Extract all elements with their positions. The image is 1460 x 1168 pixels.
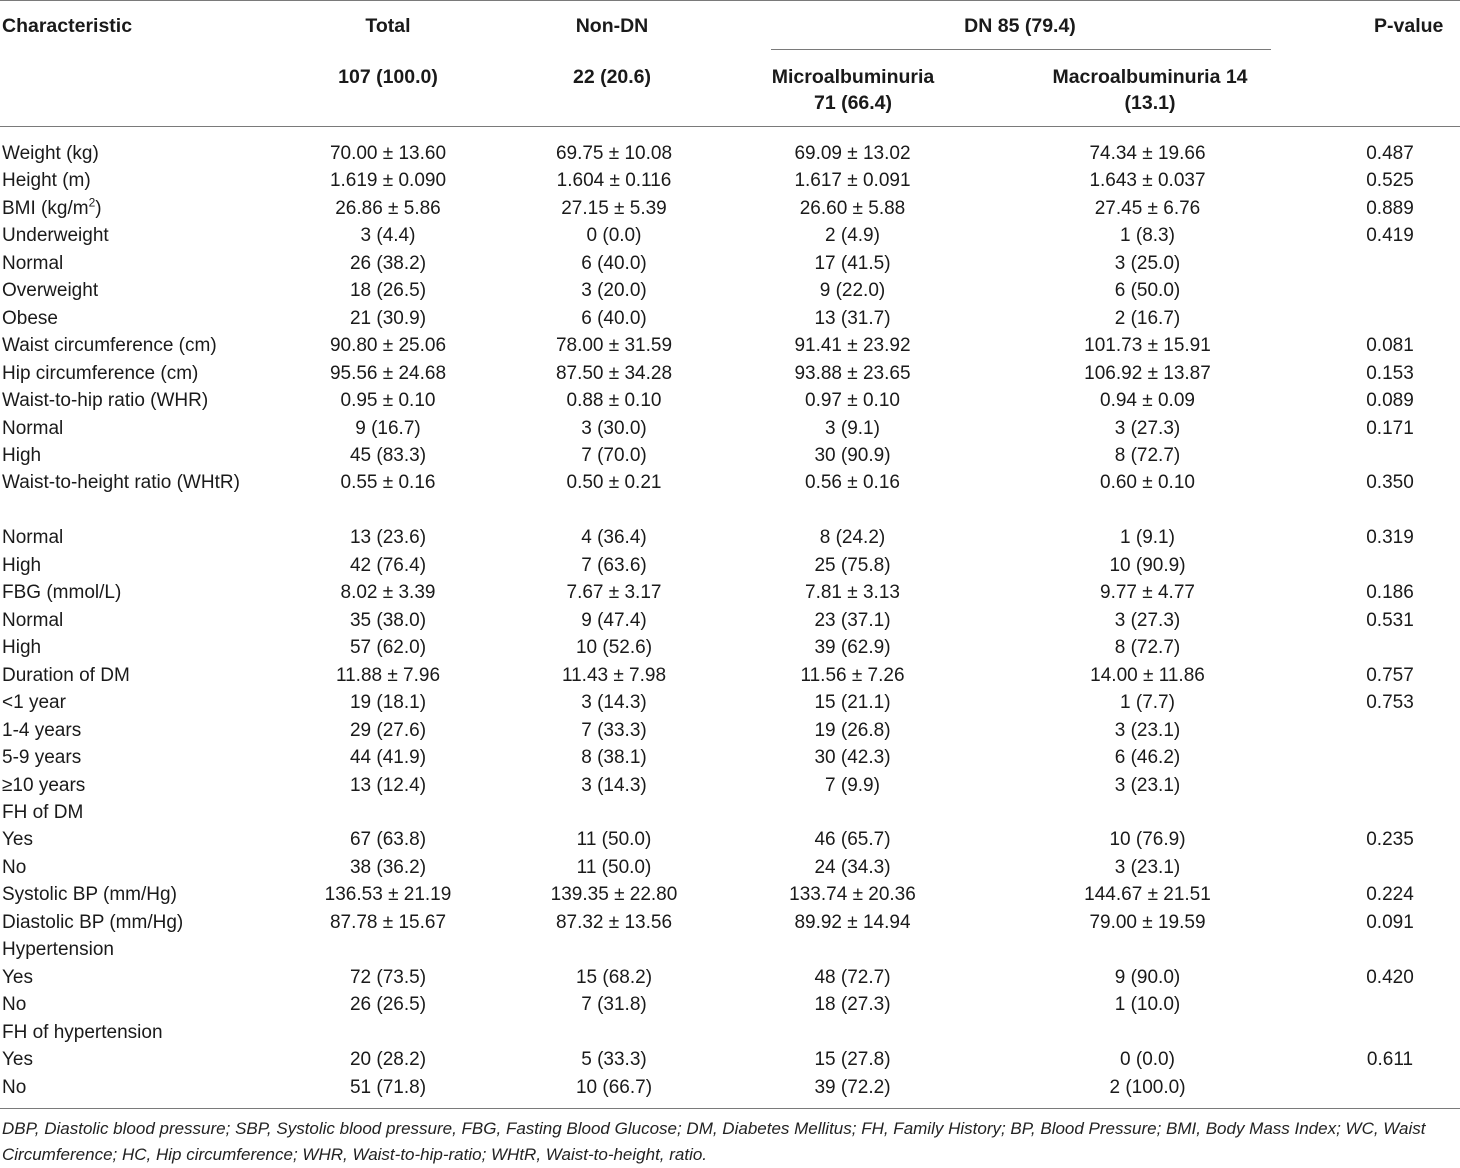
cell-pvalue: 0.081 <box>1366 335 1414 357</box>
table-row <box>0 607 1460 634</box>
cell-microalbuminuria: 93.88 ± 23.65 <box>794 362 911 384</box>
table-row <box>0 662 1460 689</box>
cell-non-dn: 11.43 ± 7.98 <box>561 664 667 686</box>
cell-non-dn: 3 (14.3) <box>581 774 647 796</box>
cell-macroalbuminuria: 3 (27.3) <box>1114 417 1181 439</box>
row-label: Systolic BP (mm/Hg) <box>2 884 177 906</box>
table-row <box>0 387 1460 414</box>
table-row <box>0 991 1460 1018</box>
cell-total: 72 (73.5) <box>349 966 427 988</box>
table-row <box>0 250 1460 277</box>
cell-microalbuminuria: 15 (27.8) <box>814 1049 891 1071</box>
row-label: 1-4 years <box>2 719 82 741</box>
header-macro-line1: Macroalbuminuria 14 <box>1052 66 1248 88</box>
row-label: Normal <box>2 252 64 274</box>
cell-non-dn: 6 (40.0) <box>581 252 647 274</box>
row-label: Yes <box>2 966 33 988</box>
table-row <box>0 442 1460 469</box>
cell-macroalbuminuria: 1 (10.0) <box>1114 994 1181 1016</box>
cell-pvalue <box>1320 552 1460 579</box>
table-row <box>0 360 1460 387</box>
cell-total: 3 (4.4) <box>360 225 416 247</box>
cell-macroalbuminuria: 2 (100.0) <box>1109 1076 1186 1098</box>
row-label: Overweight <box>2 280 99 302</box>
cell-pvalue <box>1320 277 1460 304</box>
table-row <box>0 332 1460 359</box>
row-label: Normal <box>2 527 64 549</box>
cell-non-dn: 7 (63.6) <box>581 554 647 576</box>
cell-macroalbuminuria: 3 (27.3) <box>1114 609 1181 631</box>
cell-macroalbuminuria: 2 (16.7) <box>1114 307 1181 329</box>
cell-macroalbuminuria: 0.94 ± 0.09 <box>1100 390 1195 412</box>
cell-total: 26.86 ± 5.86 <box>335 197 441 219</box>
header-non-dn-n: 22 (20.6) <box>572 66 652 88</box>
cell-total: 26 (26.5) <box>349 994 427 1016</box>
cell-microalbuminuria: 26.60 ± 5.88 <box>799 197 906 219</box>
row-label: Height (m) <box>2 170 91 192</box>
cell-total: 13 (12.4) <box>349 774 427 796</box>
dn-group-rule <box>771 49 1271 50</box>
cell-microalbuminuria <box>730 799 975 826</box>
table-row <box>0 881 1460 908</box>
cell-microalbuminuria: 39 (62.9) <box>814 637 891 659</box>
cell-microalbuminuria: 30 (42.3) <box>814 747 891 769</box>
cell-non-dn <box>498 936 730 963</box>
cell-total: 87.78 ± 15.67 <box>329 911 447 933</box>
cell-macroalbuminuria: 10 (76.9) <box>1109 829 1186 851</box>
cell-total: 19 (18.1) <box>349 692 427 714</box>
row-label: No <box>2 994 27 1016</box>
cell-non-dn: 78.00 ± 31.59 <box>555 335 673 357</box>
cell-macroalbuminuria: 6 (46.2) <box>1114 747 1181 769</box>
cell-pvalue <box>1320 305 1460 332</box>
cell-non-dn: 69.75 ± 10.08 <box>555 143 673 164</box>
table-row <box>0 305 1460 332</box>
cell-total: 20 (28.2) <box>349 1049 427 1071</box>
cell-non-dn: 3 (20.0) <box>581 280 647 302</box>
cell-pvalue: 0.091 <box>1366 911 1414 933</box>
cell-total: 8.02 ± 3.39 <box>340 582 436 604</box>
cell-pvalue <box>1320 1074 1460 1101</box>
row-label: Hip circumference (cm) <box>2 362 199 384</box>
table-row <box>0 1074 1460 1101</box>
cell-pvalue: 0.753 <box>1366 692 1414 714</box>
cell-macroalbuminuria: 27.45 ± 6.76 <box>1094 197 1201 219</box>
cell-non-dn: 10 (66.7) <box>575 1076 653 1098</box>
cell-non-dn: 7.67 ± 3.17 <box>566 582 662 604</box>
cell-microalbuminuria: 8 (24.2) <box>819 527 886 549</box>
cell-pvalue <box>1320 634 1460 661</box>
row-label: Diastolic BP (mm/Hg) <box>2 911 184 933</box>
row-label: Waist circumference (cm) <box>2 335 217 357</box>
cell-microalbuminuria: 91.41 ± 23.92 <box>794 335 911 357</box>
cell-microalbuminuria: 89.92 ± 14.94 <box>794 911 911 933</box>
cell-pvalue <box>1320 744 1460 771</box>
cell-pvalue <box>1320 1019 1460 1046</box>
cell-non-dn: 0.50 ± 0.21 <box>566 472 662 494</box>
table-row <box>0 1019 1460 1046</box>
cell-pvalue: 0.419 <box>1366 225 1414 247</box>
header-characteristic: Characteristic <box>2 15 133 37</box>
table-row <box>0 909 1460 936</box>
cell-macroalbuminuria: 1 (7.7) <box>1120 692 1175 714</box>
cell-microalbuminuria: 2 (4.9) <box>825 225 880 247</box>
cell-total: 11.88 ± 7.96 <box>335 664 441 686</box>
table-row <box>0 799 1460 826</box>
cell-microalbuminuria: 39 (72.2) <box>814 1076 891 1098</box>
row-label: FH of hypertension <box>2 1021 163 1043</box>
cell-pvalue <box>1320 854 1460 881</box>
table-row <box>0 772 1460 799</box>
table-row <box>0 469 1460 524</box>
row-label: 5-9 years <box>2 747 82 769</box>
cell-macroalbuminuria <box>975 1019 1320 1046</box>
row-label: <1 year <box>2 692 66 714</box>
cell-microalbuminuria: 25 (75.8) <box>814 554 891 576</box>
cell-total: 57 (62.0) <box>349 637 427 659</box>
cell-macroalbuminuria: 3 (23.1) <box>1114 719 1181 741</box>
cell-non-dn: 9 (47.4) <box>581 609 647 631</box>
cell-pvalue: 0.153 <box>1366 362 1414 384</box>
cell-pvalue <box>1320 799 1460 826</box>
cell-macroalbuminuria <box>975 936 1320 963</box>
cell-non-dn: 3 (30.0) <box>581 417 647 439</box>
cell-microalbuminuria: 23 (37.1) <box>814 609 891 631</box>
cell-microalbuminuria: 1.617 ± 0.091 <box>794 170 911 192</box>
table-footnote: DBP, Diastolic blood pressure; SBP, Systolic blood pressure, FBG, Fasting Blood Glucose; DM, Diabetes Mellitus; FH, Family History; BP, Blood Pressure; BMI, Body Mass Index; WC, Waist Circumference; HC, Hip circumference; WHR, Waist-to-hip-ratio; WHtR, Waist-to-height, ratio. <box>2 1119 1426 1164</box>
cell-total: 90.80 ± 25.06 <box>329 335 447 357</box>
cell-total <box>278 799 498 826</box>
cell-microalbuminuria: 133.74 ± 20.36 <box>789 884 916 906</box>
cell-macroalbuminuria: 1 (9.1) <box>1120 527 1175 549</box>
cell-non-dn: 87.32 ± 13.56 <box>555 911 673 933</box>
cell-macroalbuminuria: 3 (25.0) <box>1114 252 1181 274</box>
cell-total: 44 (41.9) <box>349 747 427 769</box>
cell-total: 38 (36.2) <box>349 856 427 878</box>
cell-non-dn: 7 (70.0) <box>581 444 647 466</box>
header-non-dn: Non-DN <box>575 15 649 37</box>
cell-non-dn: 6 (40.0) <box>581 307 647 329</box>
cell-pvalue: 0.531 <box>1366 609 1414 631</box>
cell-pvalue <box>1320 442 1460 469</box>
table-row <box>0 579 1460 606</box>
table-row <box>0 140 1460 167</box>
cell-non-dn: 1.604 ± 0.116 <box>556 170 672 192</box>
header-dn-group: DN 85 (79.4) <box>964 15 1076 37</box>
cell-total: 21 (30.9) <box>349 307 427 329</box>
cell-microalbuminuria: 17 (41.5) <box>814 252 891 274</box>
table-row <box>0 524 1460 551</box>
row-label: High <box>2 637 42 659</box>
cell-non-dn: 0 (0.0) <box>586 225 642 247</box>
cell-non-dn: 7 (31.8) <box>581 994 647 1016</box>
table-row <box>0 826 1460 853</box>
cell-macroalbuminuria: 0.60 ± 0.10 <box>1100 472 1195 494</box>
cell-microalbuminuria <box>730 1019 975 1046</box>
row-label: FH of DM <box>2 801 84 823</box>
cell-macroalbuminuria: 74.34 ± 19.66 <box>1089 143 1206 164</box>
cell-pvalue: 0.420 <box>1366 966 1414 988</box>
cell-non-dn: 27.15 ± 5.39 <box>561 197 667 219</box>
cell-non-dn <box>498 799 730 826</box>
cell-non-dn: 11 (50.0) <box>576 856 652 878</box>
cell-total: 95.56 ± 24.68 <box>329 362 447 384</box>
row-label: Yes <box>2 1049 33 1071</box>
cell-non-dn: 7 (33.3) <box>581 719 647 741</box>
cell-microalbuminuria: 7.81 ± 3.13 <box>805 582 900 604</box>
cell-non-dn: 0.88 ± 0.10 <box>566 390 662 412</box>
cell-non-dn: 15 (68.2) <box>575 966 653 988</box>
row-label: Waist-to-hip ratio (WHR) <box>2 390 209 412</box>
row-label: High <box>2 444 42 466</box>
table-row <box>0 964 1460 991</box>
cell-total: 18 (26.5) <box>349 280 427 302</box>
cell-macroalbuminuria: 101.73 ± 15.91 <box>1084 335 1211 357</box>
row-label: Weight (kg) <box>2 143 99 164</box>
characteristics-table <box>0 140 1460 1101</box>
cell-total: 0.55 ± 0.16 <box>340 472 436 494</box>
row-label: Yes <box>2 829 33 851</box>
cell-macroalbuminuria <box>975 799 1320 826</box>
cell-non-dn: 11 (50.0) <box>576 829 652 851</box>
cell-total: 136.53 ± 21.19 <box>324 884 452 906</box>
cell-microalbuminuria: 3 (9.1) <box>825 417 880 439</box>
cell-microalbuminuria: 18 (27.3) <box>814 994 891 1016</box>
cell-total: 1.619 ± 0.090 <box>329 170 447 192</box>
cell-microalbuminuria: 19 (26.8) <box>814 719 891 741</box>
row-label: Underweight <box>2 225 109 247</box>
table-bottom-rule <box>0 1108 1460 1109</box>
cell-microalbuminuria: 9 (22.0) <box>819 280 886 302</box>
cell-microalbuminuria: 24 (34.3) <box>814 856 891 878</box>
cell-pvalue: 0.757 <box>1366 664 1414 686</box>
cell-pvalue <box>1320 250 1460 277</box>
cell-macroalbuminuria: 9 (90.0) <box>1114 966 1181 988</box>
cell-pvalue: 0.611 <box>1366 1049 1414 1071</box>
table-row <box>0 689 1460 716</box>
header-macro-line2: (13.1) <box>1124 92 1176 114</box>
cell-total <box>278 936 498 963</box>
row-label: ≥10 years <box>2 774 86 796</box>
row-label: FBG (mmol/L) <box>2 582 122 604</box>
cell-microalbuminuria: 13 (31.7) <box>814 307 891 329</box>
row-label: BMI $(kg/m^2)$ <box>2 195 102 219</box>
table-top-rule <box>0 0 1460 1</box>
cell-microalbuminuria: 0.56 ± 0.16 <box>805 472 900 494</box>
header-pvalue: P-value <box>1374 15 1444 37</box>
table-header-rule <box>0 126 1460 127</box>
cell-macroalbuminuria: 3 (23.1) <box>1114 856 1181 878</box>
cell-pvalue: 0.235 <box>1366 829 1414 851</box>
table-row <box>0 552 1460 579</box>
row-label: Normal <box>2 609 64 631</box>
row-label: Normal <box>2 417 64 439</box>
cell-macroalbuminuria: 0 (0.0) <box>1120 1049 1175 1071</box>
cell-total: 26 (38.2) <box>349 252 427 274</box>
cell-non-dn: 139.35 ± 22.80 <box>550 884 678 906</box>
cell-macroalbuminuria: 106.92 ± 13.87 <box>1084 362 1211 384</box>
cell-microalbuminuria: 11.56 ± 7.26 <box>800 664 905 686</box>
cell-pvalue: 0.319 <box>1366 527 1414 549</box>
cell-total: 9 (16.7) <box>355 417 421 439</box>
cell-microalbuminuria: 69.09 ± 13.02 <box>794 143 911 164</box>
cell-microalbuminuria <box>730 936 975 963</box>
cell-total: 45 (83.3) <box>349 444 427 466</box>
table-row <box>0 195 1460 222</box>
cell-microalbuminuria: 48 (72.7) <box>814 966 891 988</box>
table-row <box>0 634 1460 661</box>
cell-pvalue: 0.186 <box>1366 582 1414 604</box>
row-label: High <box>2 554 42 576</box>
cell-pvalue <box>1320 772 1460 799</box>
table-row <box>0 1046 1460 1073</box>
row-label: No <box>2 856 27 878</box>
row-label: Obese <box>2 307 58 329</box>
row-label: Duration of DM <box>2 664 130 686</box>
cell-total <box>278 1019 498 1046</box>
cell-total: 42 (76.4) <box>349 554 427 576</box>
cell-total: 51 (71.8) <box>349 1076 427 1098</box>
table-row <box>0 936 1460 963</box>
cell-non-dn: 87.50 ± 34.28 <box>555 362 673 384</box>
row-label: Waist-to-height ratio (WHtR) <box>2 472 240 494</box>
cell-non-dn: 5 (33.3) <box>581 1049 647 1071</box>
header-total-n: 107 (100.0) <box>338 66 438 88</box>
cell-total: 0.95 ± 0.10 <box>340 390 436 412</box>
table-row <box>0 222 1460 249</box>
cell-macroalbuminuria: 8 (72.7) <box>1114 637 1181 659</box>
cell-pvalue: 0.089 <box>1366 390 1414 412</box>
cell-pvalue: 0.889 <box>1366 197 1414 219</box>
table-row <box>0 167 1460 194</box>
cell-macroalbuminuria: 1 (8.3) <box>1120 225 1175 247</box>
cell-pvalue: 0.350 <box>1366 472 1414 494</box>
cell-total: 70.00 ± 13.60 <box>329 143 447 164</box>
header-micro-line2: 71 (66.4) <box>813 92 893 114</box>
cell-non-dn <box>498 1019 730 1046</box>
cell-microalbuminuria: 0.97 ± 0.10 <box>805 390 900 412</box>
cell-microalbuminuria: 30 (90.9) <box>814 444 891 466</box>
cell-total: 67 (63.8) <box>349 829 427 851</box>
cell-macroalbuminuria: 79.00 ± 19.59 <box>1089 911 1206 933</box>
cell-pvalue <box>1320 717 1460 744</box>
header-micro-line1: Microalbuminuria <box>771 66 935 88</box>
row-label: Hypertension <box>2 939 114 961</box>
cell-total: 35 (38.0) <box>349 609 427 631</box>
cell-macroalbuminuria: 144.67 ± 21.51 <box>1084 884 1211 906</box>
table-row <box>0 415 1460 442</box>
cell-macroalbuminuria: 8 (72.7) <box>1114 444 1181 466</box>
cell-non-dn: 4 (36.4) <box>581 527 647 549</box>
table-row <box>0 277 1460 304</box>
cell-macroalbuminuria: 10 (90.9) <box>1109 554 1186 576</box>
cell-non-dn: 10 (52.6) <box>575 637 653 659</box>
cell-macroalbuminuria: 6 (50.0) <box>1114 280 1181 302</box>
row-label: No <box>2 1076 27 1098</box>
cell-microalbuminuria: 15 (21.1) <box>814 692 891 714</box>
cell-microalbuminuria: 46 (65.7) <box>814 829 891 851</box>
table-row <box>0 854 1460 881</box>
cell-macroalbuminuria: 14.00 ± 11.86 <box>1090 664 1205 686</box>
cell-pvalue <box>1320 936 1460 963</box>
cell-pvalue: 0.171 <box>1366 417 1414 439</box>
cell-non-dn: 3 (14.3) <box>581 692 647 714</box>
cell-microalbuminuria: 7 (9.9) <box>825 774 880 796</box>
table-row <box>0 717 1460 744</box>
header-total: Total <box>365 15 411 37</box>
cell-pvalue: 0.525 <box>1366 170 1414 192</box>
cell-non-dn: 8 (38.1) <box>581 747 647 769</box>
cell-total: 13 (23.6) <box>349 527 427 549</box>
cell-macroalbuminuria: 1.643 ± 0.037 <box>1089 170 1206 192</box>
cell-macroalbuminuria: 9.77 ± 4.77 <box>1100 582 1195 604</box>
cell-pvalue <box>1320 991 1460 1018</box>
cell-pvalue: 0.487 <box>1366 143 1414 164</box>
table-row <box>0 744 1460 771</box>
cell-total: 29 (27.6) <box>349 719 427 741</box>
cell-pvalue: 0.224 <box>1366 884 1414 906</box>
cell-macroalbuminuria: 3 (23.1) <box>1114 774 1181 796</box>
